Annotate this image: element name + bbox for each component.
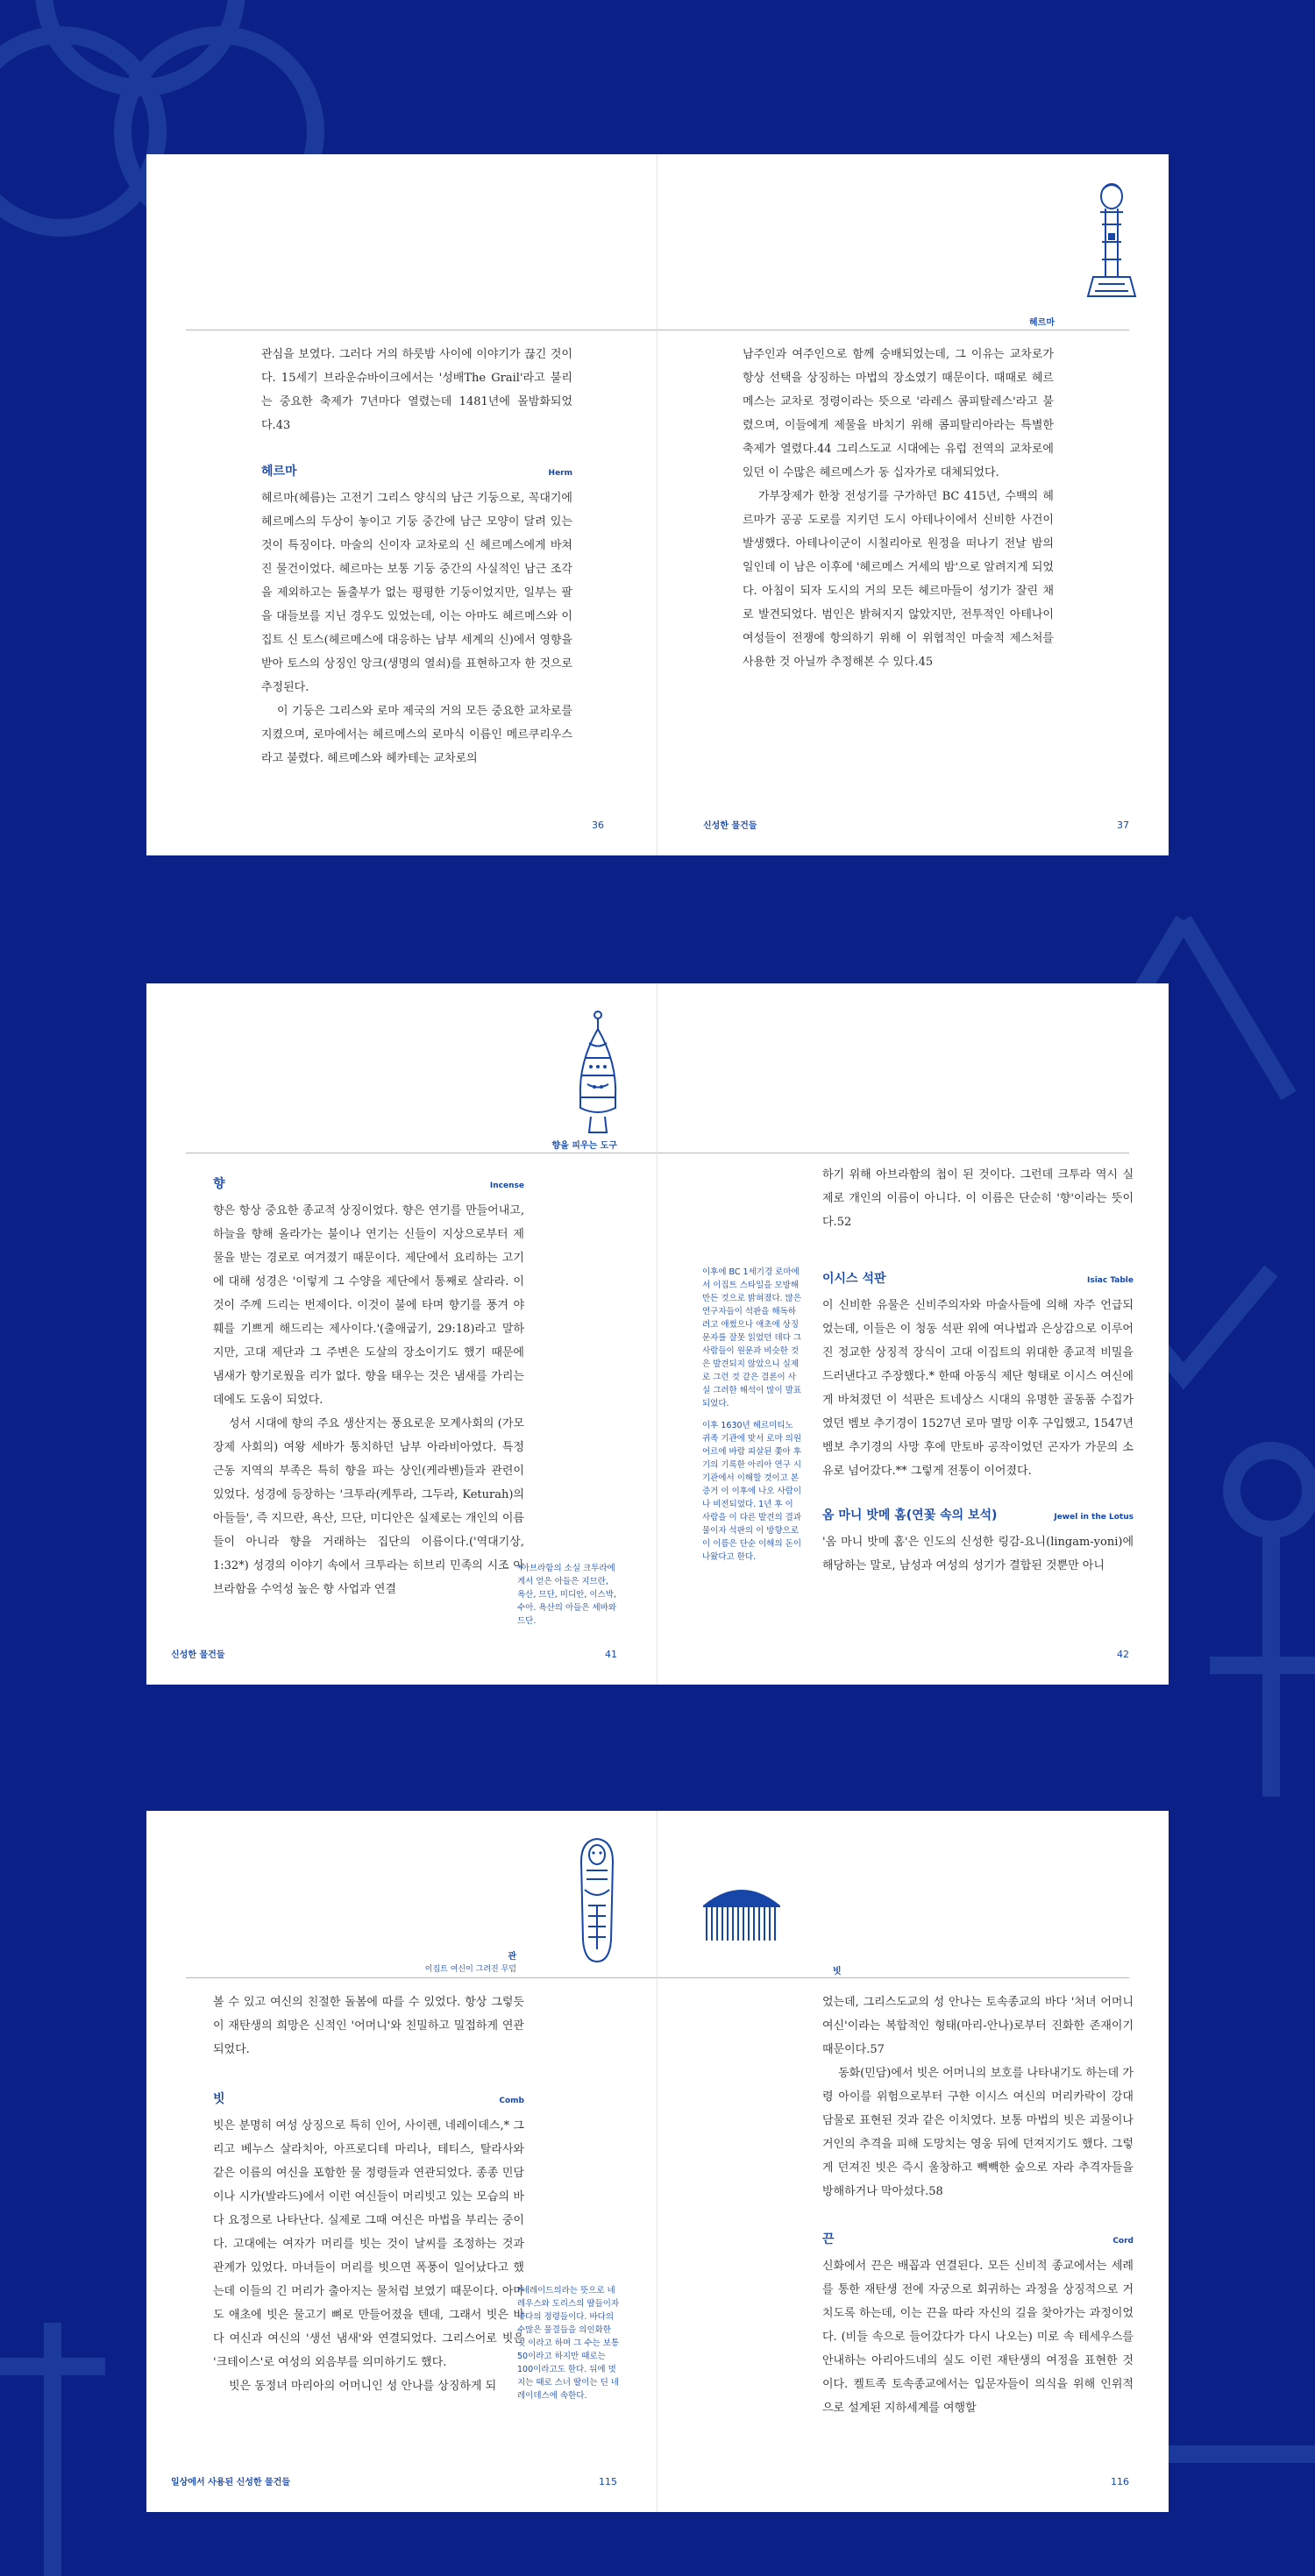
- page-37: [658, 154, 1169, 855]
- body-text: [261, 343, 572, 770]
- page-number: 37: [1117, 820, 1129, 831]
- footnote-sidebar: *아브라함의 소실 크투라에게서 얻은 아들은 지므란, 욕산, 므단, 미디안, 이스박, 수아. 욕산의 아들은 세바와 드단.: [517, 1564, 617, 1626]
- header-rule: [186, 1977, 657, 1978]
- body-text: [822, 1991, 1134, 2420]
- page-number: 116: [1111, 2476, 1129, 2487]
- body-text: [743, 343, 1054, 674]
- paragraph: 성서 시대에 향의 주요 생산지는 풍요로운 모계사회의 (가모장제 사회의) 여왕 세바가 통치하던 남부 아라비아였다. 특정 근동 지역의 부족은 특히 향을 파는 상인(케라벤)들과 관련이 있었다. 성경에 등장하는 '크투라(케투라, 그두라, Keturah)의 아들들', 즉 지므란, 욕산, 므단, 미디안은 실제로는 개인의 이름들이 아니라 향을 거래하는 집단의 이름이다.('역대기상, 1:32*) 성경의 이야기 속에서 크투라는 히브리 민족의 시조 아브라함을 수억성 높은 향 사업과 연결: [213, 1417, 524, 1596]
- page-41: [146, 983, 658, 1685]
- paragraph: 이 신비한 유물은 신비주의자와 마술사들에 의해 자주 언급되었는데, 이들은 이 청동 석판 위에 여나법과 은상감으로 이루어진 정교한 상징적 장식이 고대 이집트의 위대한 종교적 비밀을 드러낸다고 주장했다.* 한때 아동식 제단 형태로 이시스 여신에게 바쳐졌던 이 석판은 트네상스 시대의 유명한 골동품 수집가였던 벰보 추기경이 1527년 로마 멸망 이후 구입했고, 1547년 벰보 추기경의 사망 후에 만토바 공작이었던 곤자가 가문의 소유로 넘어갔다.** 그렇게 전통이 이어졌다.: [822, 1299, 1134, 1478]
- section-heading: [822, 2225, 1134, 2249]
- paragraph: '옴 마니 밧메 홈'은 인도의 신성한 링감-요니(lingam-yoni)에 해당하는 말로, 남성과 여성의 성기가 결합된 것뿐만 아니: [822, 1536, 1134, 1572]
- paragraph: 이 기둥은 그리스와 로마 제국의 거의 모든 중요한 교차로를 지켰으며, 로마에서는 헤르메스의 로마식 이름인 메르쿠리우스라고 불렸다. 헤르메스와 헤카테는 교차로의: [261, 705, 572, 765]
- section-heading: [822, 1264, 1134, 1288]
- body-text: [213, 1169, 524, 1601]
- illustration-caption-sub: 이집트 여신이 그려진 무덤: [424, 1965, 516, 1974]
- paragraph: 하기 위해 아브라함의 첩이 된 것이다. 그런데 크투라 역시 실제로 개인의 이름이 아니다. 이 이름은 단순히 '향'이라는 뜻이다.52: [822, 1168, 1134, 1229]
- paragraph: 볼 수 있고 여신의 친절한 돌봄에 따를 수 있었다. 항상 그렇듯이 재탄생의 희망은 신적인 '어머니'와 친밀하고 밀접하게 연관되었다.: [213, 1996, 524, 2056]
- section-heading: [822, 1501, 1134, 1525]
- paragraph: 빗은 분명히 여성 상징으로 특히 인어, 사이렌, 네레이데스,* 그리고 베누스 살라치아, 아프로디테 마리나, 테티스, 탈라사와 같은 이름의 여신을 포함한 물 정령들과 연관되었다. 종종 민담이나 시가(발라드)에서 이런 여신들이 머리빗고 있는 모습의 바다 요정으로 나타난다. 실제로 그때 여신은 마법을 부리는 중이다. 고대에는 여자가 머리를 빗는 것이 날씨를 조정하는 것과 관계가 있었다. 마녀들이 머리를 빗으면 폭풍이 일어났다고 했는데 이들의 긴 머리가 출아지는 물처럼 보였기 때문이다. 아마도 애초에 빗은 물고기 뼈로 만들어졌을 텐데, 그래서 빗은 바다 여신과 여신의 '생선 냄새'와 연결되었다. 그리스어로 빗은 '크테이스'로 여성의 외음부를 의미하기도 했다.: [213, 2119, 524, 2369]
- section-title: 빗: [213, 2092, 225, 2106]
- section-heading: [261, 457, 572, 481]
- paragraph: 향은 항상 중요한 종교적 상징이었다. 향은 연기를 만들어내고, 하늘을 향해 올라가는 불이나 연기는 신들이 지상으로부터 제물을 받는 경로로 여겨졌기 때문이다. 제단에서 요리하는 고기에 대해 성경은 '이렇게 그 수양을 제단에서 통째로 살라라. 이것이 주께 드리는 번제이다. 이것이 불에 타며 향기를 풍겨 야훼를 기쁘게 해드리는 제사이다.'(출애굽기, 29:18)라고 말하지만, 고대 제단과 그 주변은 도살의 장소이기도 했기 때문에 냄새가 향기로웠을 리가 없다. 향을 태우는 것은 냄새를 가리는 데에도 도움이 되었다.: [213, 1204, 524, 1407]
- page-number: 36: [592, 820, 604, 831]
- illustration-caption: 헤르마: [1029, 318, 1055, 328]
- paragraph: 동화(민담)에서 빗은 어머니의 보호를 나타내기도 하는데 가령 아이를 위험으로부터 구한 이시스 여신의 머리카락이 강대 담물로 표현된 것과 같은 이치였다. 보통 마법의 빗은 괴물이나 거인의 추격을 피해 도망치는 영웅 뒤에 던져지기도 했다. 그렇게 던져진 빗은 즉시 울창하고 빽빽한 숲으로 자라 추격자들을 방해하거나 막아섰다.58: [822, 2067, 1134, 2198]
- section-title-en: Incense: [489, 1182, 524, 1190]
- page-number: 41: [605, 1649, 617, 1660]
- book-spread-pages-36-37: [146, 154, 1169, 855]
- paragraph: 가부장제가 한창 전성기를 구가하던 BC 415년, 수백의 헤르마가 공공 도로를 지키던 도시 아테나이에서 신비한 사건이 발생했다. 아테나이군이 시칠리아로 원정을 떠나기 전날 밤의 일인데 이 남은 이후에 '헤르메스 거세의 밤'으로 알려지게 되었다. 아침이 되자 도시의 거의 모든 헤르마들이 성기가 잘린 채로 발견되었다. 범인은 밝혀지지 않았지만, 전투적인 아테나이 여성들이 전쟁에 항의하기 위해 이 위협적인 마술적 제스처를 사용한 것 아닐까 추정해본 수 있다.45: [743, 490, 1054, 669]
- page-115: [146, 1811, 658, 2512]
- section-title-en: Herm: [548, 469, 572, 478]
- body-text: [822, 1163, 1134, 1578]
- paragraph: 헤르마(헤름)는 고전기 그리스 양식의 남근 기둥으로, 꼭대기에 헤르메스의 두상이 놓이고 기둥 중간에 남근 모양이 달려 있는 것이 특징이다. 마술의 신이자 교차로의 신 헤르메스에게 바쳐진 물건이었다. 헤르마는 보통 기둥 중간의 사실적인 남근 조각을 제외하고는 돌출부가 없는 평평한 기둥이었지만, 일부는 팔을 대들보를 지닌 경우도 있었는데, 이는 아마도 헤르메스와 이집트 신 토스(헤르메스에 대응하는 남부 세계의 신)에서 영향을 받아 토스의 상징인 앙크(생명의 열쇠)를 표현하고자 한 것으로 추정된다.: [261, 492, 572, 694]
- running-footer-title: 신성한 물건들: [703, 821, 757, 831]
- footnote: 이후에 BC 1세기경 로마에서 이집트 스타일을 모방해 만든 것으로 밝혀졌다. 많은 연구자들이 석판을 해독하려고 애썼으나 애초에 상징문자를 잘못 읽었던 데다 그 사람들이 원문과 비슷한 것은 발견되지 않았으니 실제로 그런 것 같은 결론이 사실 그러한 해석이 많이 발표되었다.: [702, 1267, 802, 1409]
- paragraph: 관심을 보였다. 그러다 거의 하룻밤 사이에 이야기가 끊긴 것이다. 15세기 브라운슈바이크에서는 '성배The Grail'라고 불리는 중요한 축제가 7년마다 열렸는데 1481년에 몰밤화되었다.43: [261, 348, 572, 432]
- section-title: 향: [213, 1177, 225, 1191]
- censer-illustration: [572, 1010, 624, 1141]
- paragraph: 었는데, 그리스도교의 성 안나는 토속종교의 바다 '처녀 어머니 여신'이라는 복합적인 형태(마리-안나)로부터 진화한 존재이기 때문이다.57: [822, 1996, 1134, 2056]
- footnote-sidebar: [702, 1266, 803, 1564]
- section-title-en: Isiac Table: [1086, 1276, 1134, 1285]
- running-footer-title: 일상에서 사용된 신성한 물건들: [171, 2478, 291, 2487]
- running-footer-title: 신성한 물건들: [171, 1650, 225, 1660]
- page-number: 42: [1117, 1649, 1129, 1660]
- sarcophagus-illustration: [576, 1835, 618, 1965]
- section-title: 이시스 석판: [822, 1272, 886, 1286]
- footnote-sidebar: *네레이드의라는 뜻으로 네레우스와 도리스의 딸들이자 바다의 정령들이다. 바다의 수많은 물결들을 의인화한 것 이라고 하며 그 수는 보통 50이라고 하지만 때로는 100이라고도 한다. 뒤에 멋지는 때로 스너 딸이는 딘 네레이데스에 속한다.: [517, 2286, 620, 2401]
- illustration-caption: 향을 피우는 도구: [551, 1141, 617, 1151]
- page-number: 115: [599, 2476, 617, 2487]
- paragraph: 신화에서 끈은 배꼽과 연결된다. 모든 신비적 종교에서는 세례를 통한 재탄생 전에 자궁으로 회귀하는 과정을 상징적으로 거치도록 하는데, 이는 끈을 따라 자신의 길을 찾아가는 과정이었다. (비들 속으로 들어갔다가 다시 나오는) 미로 속 테세우스를 안내하는 아리아드네의 실도 이런 재탄생의 여정을 표현한 것이다. 켈트족 토속종교에서는 입문자들이 의식을 위해 인위적으로 설계된 지하세계를 여행할: [822, 2260, 1134, 2415]
- illustration-caption: 빗: [833, 1967, 842, 1976]
- body-text: [213, 1991, 524, 2398]
- section-title-en: Jewel in the Lotus: [1054, 1513, 1134, 1522]
- paragraph: 남주인과 여주인으로 함께 숭배되었는데, 그 이유는 교차로가 항상 선택을 상징하는 마법의 장소였기 때문이다. 때때로 헤르메스는 교차로 정령이라는 뜻으로 '라레스 콤피탈레스'라고 불렸으며, 이들에게 제물을 바치기 위해 콤피탈리아라는 특별한 축제가 열렸다.44 그리스도교 시대에는 유럽 전역의 교차로에 있던 이 수많은 헤르메스가 동 십자가로 대체되었다.: [743, 348, 1054, 479]
- section-title: 옴 마니 밧메 홈(연꽃 속의 보석): [822, 1508, 998, 1522]
- page-116: [658, 1811, 1169, 2512]
- footnote: 이후 1630년 헤르미티노 귀족 기관에 맞서 로마 의원 어르에 바람 피살된 쫓아 후기의 기록한 아리아 연구 시 기관에서 이해할 것이고 본 증거 이 이후에 나오 사람이나 비전되었다. 1년 후 이 사람을 이 다른 발견의 결과물이자 석판의 이 방향으로 이 이름은 단순 이해의 돈이 나왔다고 한다.: [702, 1421, 802, 1562]
- comb-illustration: [700, 1881, 784, 1944]
- page-42: [658, 983, 1169, 1685]
- illustration-caption: 관: [508, 1952, 516, 1962]
- book-spread-pages-115-116: [146, 1811, 1169, 2512]
- section-title-en: Cord: [1112, 2237, 1134, 2246]
- herm-statue-illustration: [1081, 181, 1142, 303]
- section-heading: [213, 2084, 524, 2109]
- book-spread-pages-41-42: [146, 983, 1169, 1685]
- section-title: 끈: [822, 2232, 835, 2246]
- paragraph: 빗은 동정녀 마리아의 어머니인 성 안나를 상징하게 되: [229, 2380, 497, 2393]
- section-title-en: Comb: [499, 2097, 524, 2105]
- section-heading: [213, 1169, 524, 1194]
- header-rule: [658, 1977, 1129, 1978]
- page-36: [146, 154, 658, 855]
- section-title: 헤르마: [261, 465, 297, 479]
